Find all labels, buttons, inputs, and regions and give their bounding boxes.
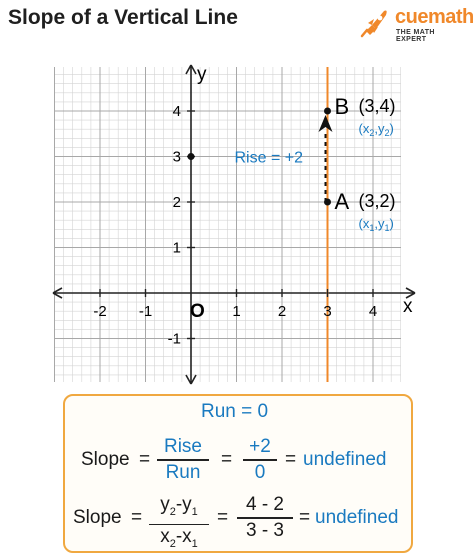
formula-box <box>63 394 413 553</box>
y-axis-label: y <box>197 64 207 85</box>
coordinate-fraction <box>149 494 209 555</box>
tick-labels <box>93 103 377 348</box>
brand-tagline: THE MATH EXPERT <box>396 29 435 43</box>
point-b-sublabel: $(x_2,y_2)$ <box>358 121 394 138</box>
equals-4: = <box>131 507 143 528</box>
y-tick-label: -1 <box>167 330 181 348</box>
point-b-letter: B <box>334 94 350 119</box>
zero: 0 <box>254 461 266 483</box>
x-difference: $x_2-x_1$ <box>160 526 198 551</box>
slope-label-2: Slope <box>73 507 122 528</box>
rise-word: Rise <box>163 436 202 457</box>
equals-1: = <box>139 449 151 470</box>
origin-label: O <box>190 301 205 322</box>
plus-two: +2 <box>249 436 271 457</box>
point-a-letter: A <box>334 189 350 214</box>
x-tick-label: -2 <box>93 303 107 320</box>
run-equation: Run = 0 <box>201 401 269 422</box>
x-tick-label: 1 <box>232 303 241 320</box>
undefined-1: undefined <box>303 449 387 470</box>
x-axis-label: x <box>403 296 413 317</box>
point-a-coord: (3,2) <box>358 191 396 211</box>
rise-label: Rise = +2 <box>234 149 303 167</box>
equals-5: = <box>217 507 229 528</box>
point-b-coord: (3,4) <box>358 96 396 116</box>
y-tick-label: 3 <box>172 148 181 166</box>
y-axis-point <box>188 153 195 160</box>
y-tick-label: 1 <box>172 239 181 257</box>
denominator-values: 3 - 3 <box>245 519 285 541</box>
equals-3: = <box>285 449 297 470</box>
point-a-sublabel: $(x_1,y_1)$ <box>358 216 394 233</box>
undefined-2: undefined <box>315 507 399 528</box>
y-difference: $y_2-y_1$ <box>160 494 198 518</box>
plus-two-over-zero <box>243 436 277 484</box>
y-tick-label: 2 <box>172 194 181 211</box>
x-tick-label: 4 <box>368 303 378 320</box>
run-word: Run <box>165 461 201 483</box>
y-tick-label: 4 <box>172 103 181 120</box>
point-b <box>324 108 331 115</box>
x-tick-label: 3 <box>323 303 332 320</box>
slope-label-1: Slope <box>81 449 130 470</box>
point-a <box>324 199 331 206</box>
equals-6: = <box>299 507 311 528</box>
brand-name: cuemath <box>395 6 474 28</box>
rise-over-run <box>157 436 209 484</box>
numerator-values: 4 - 2 <box>245 494 285 515</box>
page-title: Slope of a Vertical Line <box>8 6 238 29</box>
x-tick-label: -1 <box>138 303 153 320</box>
x-tick-label: 2 <box>277 303 287 320</box>
value-fraction <box>237 494 293 542</box>
equals-2: = <box>221 449 233 470</box>
